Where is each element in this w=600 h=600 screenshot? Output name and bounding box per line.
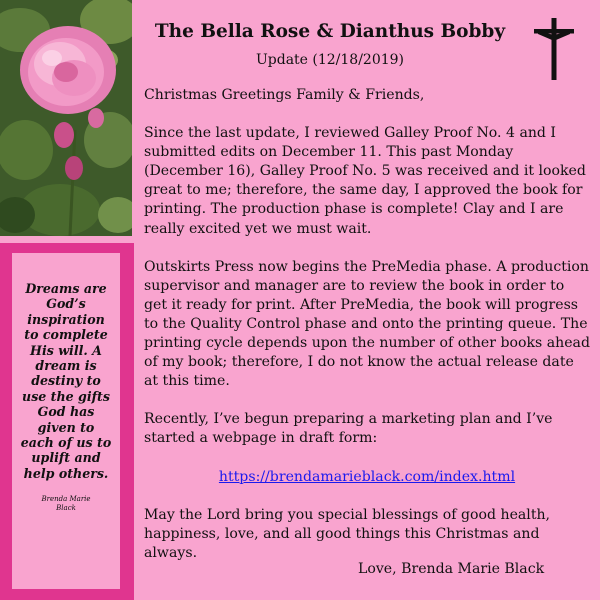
paragraph-premedia: Outskirts Press now begins the PreMedia phase. A production supervisor and manager are to review the book in order to get it ready for print. After PreMedia, the book will progress to the Quality Control phase and onto the printing queue. The printing cycle depends upon the number of other books ahead of my book; therefore, I do not know the actual release date at this time.: [144, 258, 590, 390]
link-line: [144, 468, 590, 487]
paragraph-marketing: Recently, I’ve begun preparing a marketing plan and I’ve started a webpage in draft form:: [144, 411, 553, 447]
paragraph-galley-proof: Since the last update, I reviewed Galley Proof No. 4 and I submitted edits on December 11. This past Monday (December 16), Galley Proof No. 5 was received and it looked great to me; therefore, the same day, I approved the book for printing. The production phase is complete! Clay and I are really excited yet we must wait.: [144, 125, 586, 237]
quote-box: [0, 243, 134, 600]
letter-body: [144, 86, 590, 563]
crucifix-icon: [532, 18, 576, 84]
quote-author: Brenda Marie Black: [41, 495, 91, 513]
update-date: Update (12/18/2019): [255, 52, 405, 68]
rose-photo: [0, 0, 132, 236]
quote-text: Dreams are God’s inspiration to complete His will. A dream is destiny to use the gifts God has given to each of us to uplift and help others.: [20, 281, 112, 481]
page-title: The Bella Rose & Dianthus Bobby: [154, 21, 506, 42]
paragraph-blessing: May the Lord bring you special blessings of good health, happiness, love, and all good things this Christmas and always.: [144, 506, 551, 561]
closing-signature: Love, Brenda Marie Black: [358, 561, 545, 577]
greeting: Christmas Greetings Family & Friends,: [144, 87, 425, 103]
website-link[interactable]: https://brendamarieblack.com/index.html: [218, 468, 516, 485]
quote-box-inner: [12, 253, 120, 589]
